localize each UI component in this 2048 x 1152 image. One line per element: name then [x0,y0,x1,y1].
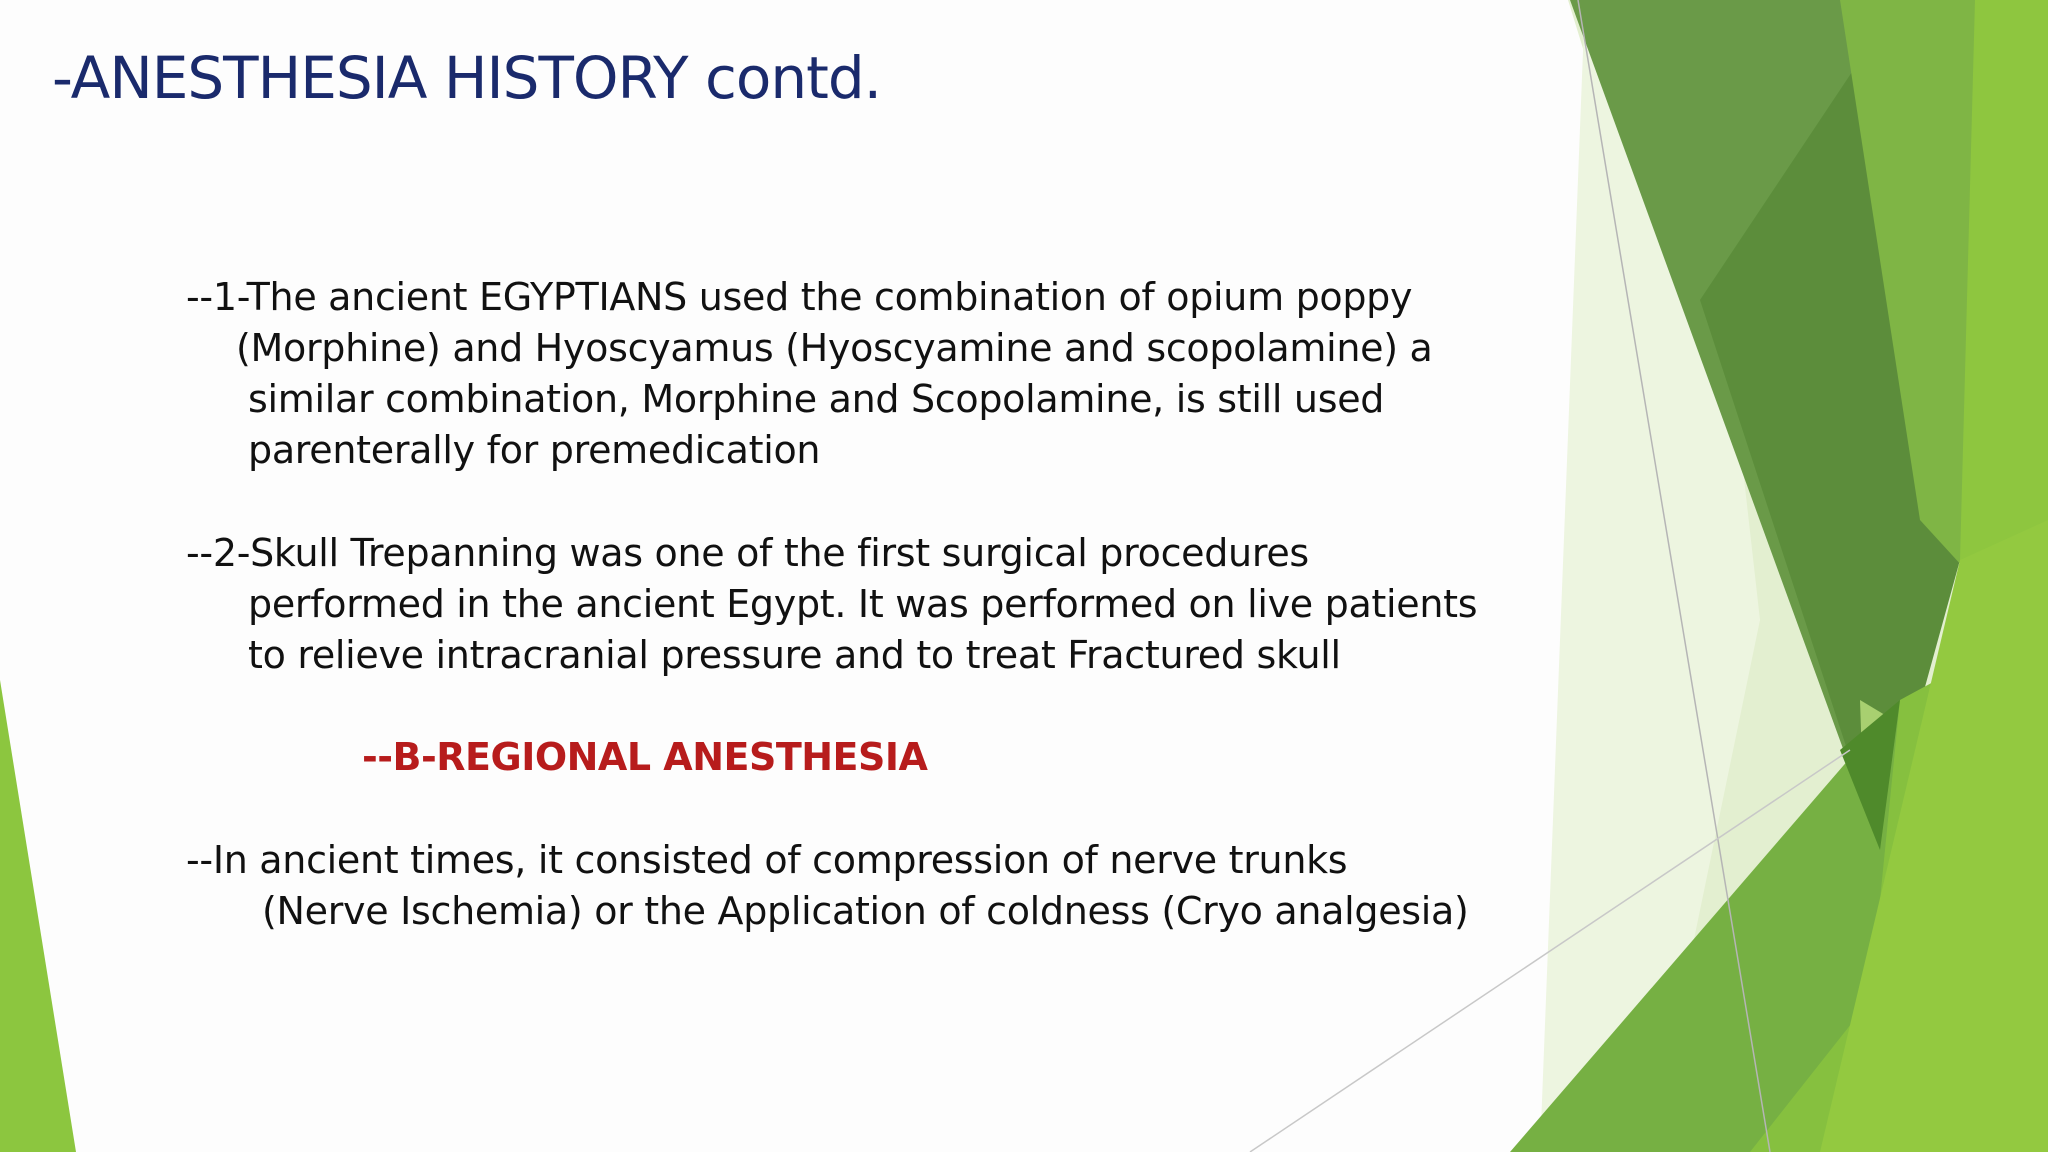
slide-title: -ANESTHESIA HISTORY contd. [52,44,882,112]
point2-line3: to relieve intracranial pressure and to treat Fractured skull [248,633,1341,677]
point1-line3: similar combination, Morphine and Scopolamine, is still used [248,377,1385,421]
point1-line4: parenterally for premedication [248,428,821,472]
point3-line1: --In ancient times, it consisted of compression of nerve trunks [186,838,1348,882]
point3-line2: (Nerve Ischemia) or the Application of coldness (Cryo analgesia) [262,889,1469,933]
regional-anesthesia-heading: --B-REGIONAL ANESTHESIA [362,735,928,779]
point2-line2: performed in the ancient Egypt. It was performed on live patients [248,582,1478,626]
point1-line1: --1-The ancient EGYPTIANS used the combination of opium poppy [186,275,1413,319]
point2-line1: --2-Skull Trepanning was one of the first surgical procedures [186,531,1309,575]
point1-line2: (Morphine) and Hyoscyamus (Hyoscyamine and scopolamine) a [236,326,1433,370]
